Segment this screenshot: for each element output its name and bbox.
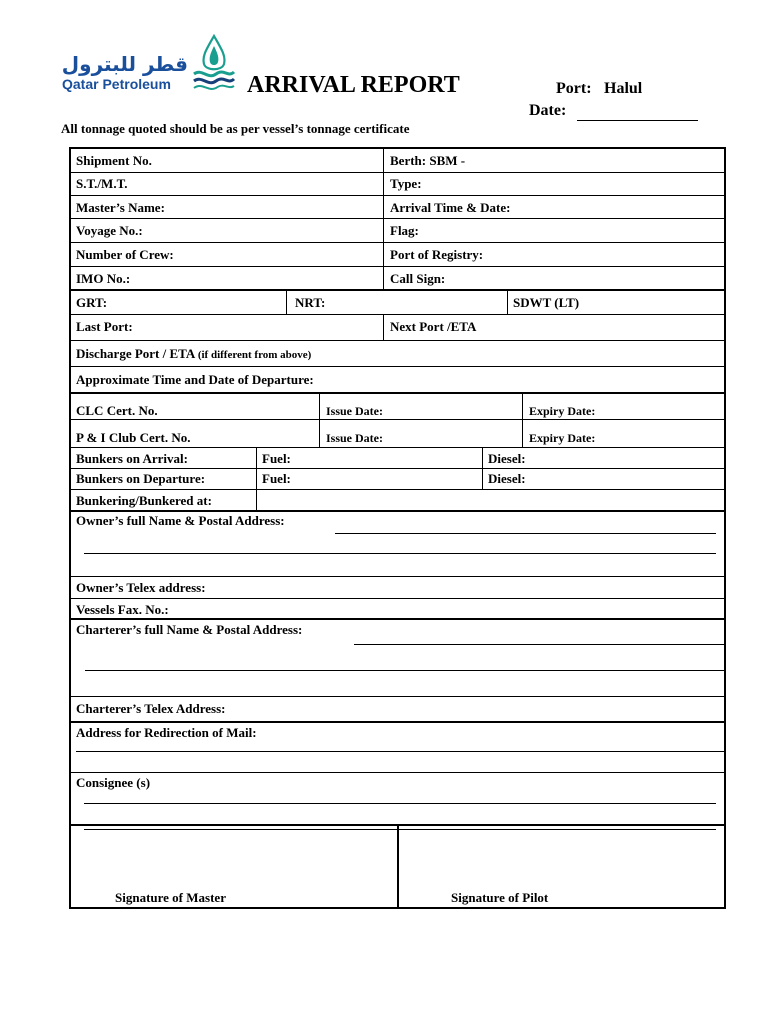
- sdwt-label: SDWT (LT): [513, 295, 580, 310]
- type-label: Type:: [390, 176, 422, 191]
- arrival-time-date-label: Arrival Time & Date:: [390, 200, 511, 215]
- shipment-no-label: Shipment No.: [76, 153, 152, 168]
- discharge-port-eta-label: [76, 346, 311, 363]
- tonnage-note: All tonnage quoted should be as per vessel’s tonnage certificate: [61, 121, 410, 136]
- berth-label: Berth: SBM -: [390, 153, 466, 168]
- arrival-fuel-label: Fuel:: [262, 451, 291, 466]
- voyage-no-label: Voyage No.:: [76, 223, 143, 238]
- arrival-diesel-label: Diesel:: [488, 451, 526, 466]
- pi-issue-date-label: Issue Date:: [326, 431, 383, 445]
- owners-address-line-1[interactable]: [335, 533, 716, 534]
- date-label: Date:: [529, 102, 567, 119]
- charterers-name-address-label: Charterer’s full Name & Postal Address:: [76, 622, 303, 637]
- clc-issue-date-label: Issue Date:: [326, 404, 383, 418]
- logo-english-text: Qatar Petroleum: [62, 76, 171, 92]
- call-sign-label: Call Sign:: [390, 271, 446, 286]
- discharge-port-note: (if different from above): [197, 349, 312, 361]
- masters-name-label: Master’s Name:: [76, 200, 165, 215]
- port-of-registry-label: Port of Registry:: [390, 247, 484, 262]
- imo-no-label: IMO No.:: [76, 271, 131, 286]
- bunkers-on-arrival-label: Bunkers on Arrival:: [76, 451, 188, 466]
- bunkers-on-departure-label: Bunkers on Departure:: [76, 471, 206, 486]
- owners-address-line-2[interactable]: [84, 553, 716, 554]
- discharge-port-eta-text: Discharge Port / ETA: [76, 346, 195, 361]
- pi-expiry-date-label: Expiry Date:: [529, 431, 596, 445]
- departure-fuel-label: Fuel:: [262, 471, 291, 486]
- owners-telex-label: Owner’s Telex address:: [76, 580, 206, 595]
- signature-pilot-label: Signature of Pilot: [451, 890, 549, 905]
- approx-departure-label: Approximate Time and Date of Departure:: [76, 372, 314, 387]
- page-title: ARRIVAL REPORT: [247, 72, 460, 98]
- st-mt-label: S.T./M.T.: [76, 176, 128, 191]
- clc-cert-no-label: CLC Cert. No.: [76, 403, 158, 418]
- clc-expiry-date-label: Expiry Date:: [529, 404, 596, 418]
- qatar-petroleum-flame-wave-icon: [192, 34, 236, 92]
- logo: [60, 34, 240, 94]
- consignee-label: Consignee (s): [76, 775, 151, 790]
- number-of-crew-label: Number of Crew:: [76, 247, 174, 262]
- port-value: Halul: [604, 80, 643, 97]
- port-label: Port:: [556, 80, 592, 97]
- vessels-fax-label: Vessels Fax. No.:: [76, 602, 169, 617]
- charterers-telex-label: Charterer’s Telex Address:: [76, 701, 226, 716]
- consignee-line-2[interactable]: [84, 829, 716, 830]
- address-redirection-label: Address for Redirection of Mail:: [76, 725, 257, 740]
- departure-diesel-label: Diesel:: [488, 471, 526, 486]
- grt-label: GRT:: [76, 295, 108, 310]
- owners-name-address-label: Owner’s full Name & Postal Address:: [76, 513, 285, 528]
- redirection-address-line[interactable]: [76, 751, 724, 752]
- date-field[interactable]: [577, 120, 698, 121]
- next-port-eta-label: Next Port /ETA: [390, 319, 477, 334]
- pi-club-cert-no-label: P & I Club Cert. No.: [76, 430, 191, 445]
- nrt-label: NRT:: [295, 295, 326, 310]
- charterers-address-line-1[interactable]: [354, 644, 724, 645]
- signature-master-label: Signature of Master: [115, 890, 226, 905]
- bunkering-at-label: Bunkering/Bunkered at:: [76, 493, 212, 508]
- consignee-line-1[interactable]: [84, 803, 716, 804]
- charterers-address-line-2[interactable]: [85, 670, 724, 671]
- flag-label: Flag:: [390, 223, 419, 238]
- logo-arabic-text: قطر للبترول: [61, 52, 188, 76]
- last-port-label: Last Port:: [76, 319, 133, 334]
